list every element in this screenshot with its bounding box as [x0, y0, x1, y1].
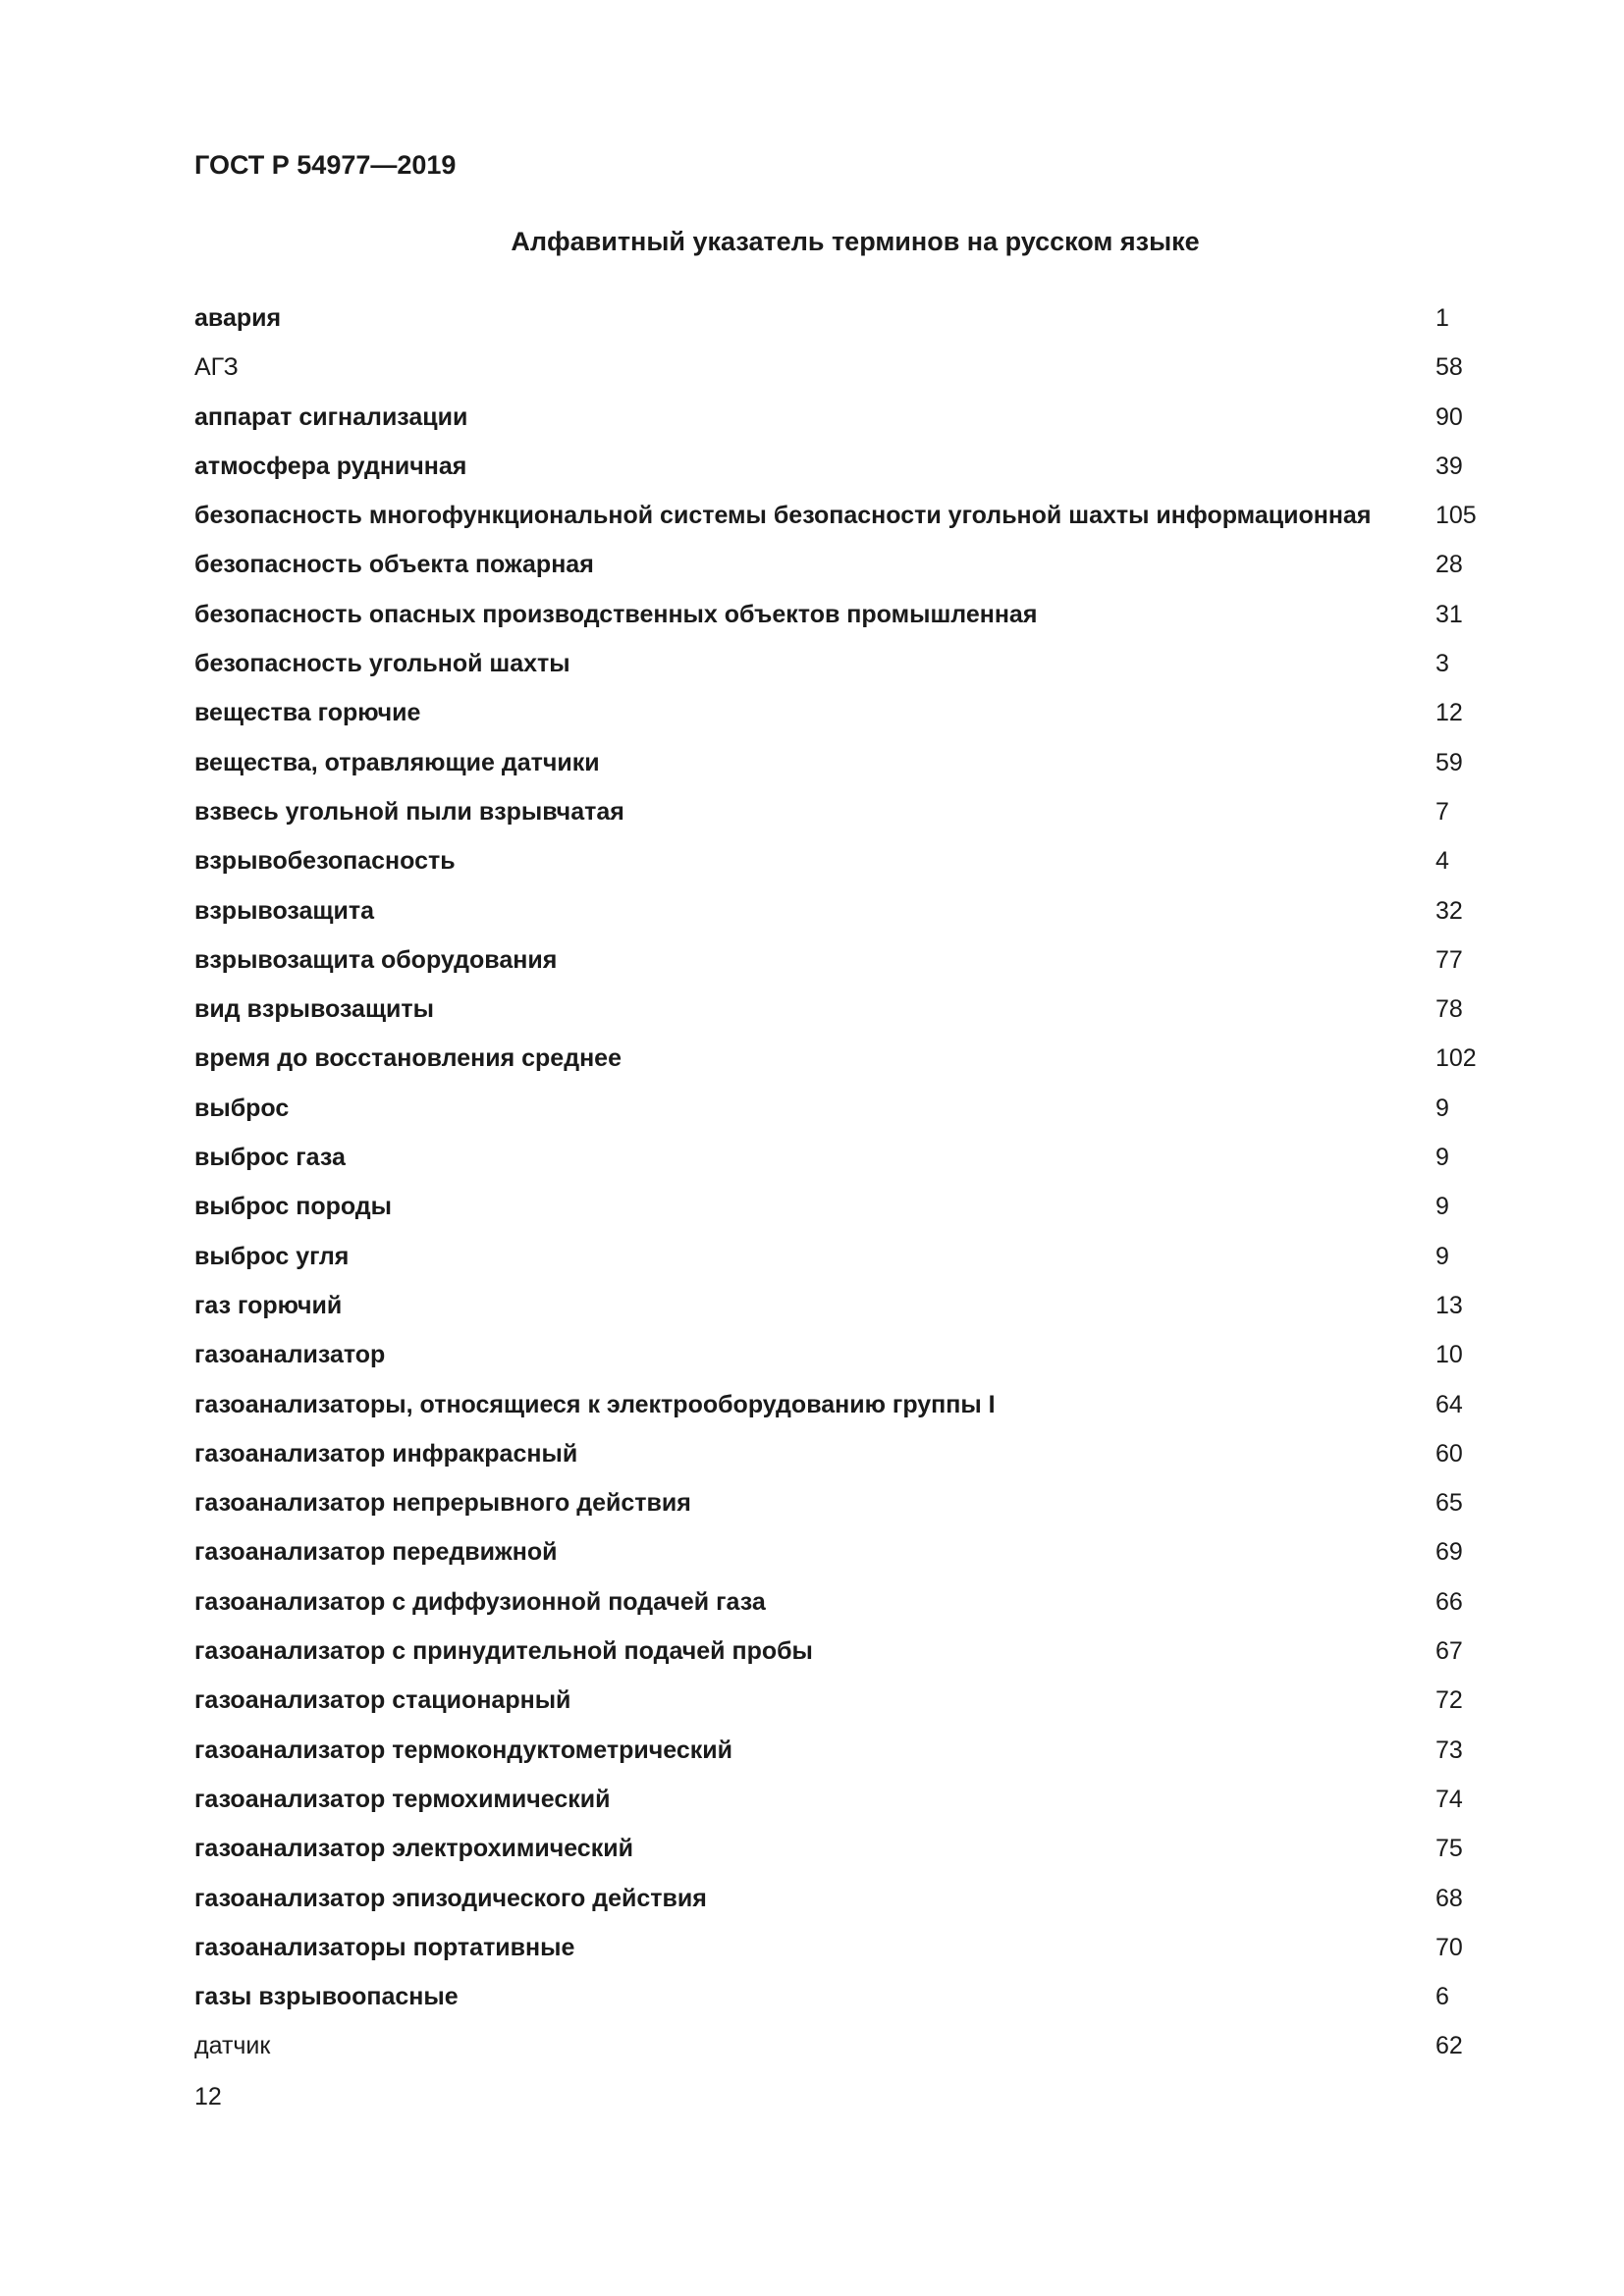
index-entry: [194, 1682, 1490, 1732]
index-term-number: 7: [1435, 797, 1449, 826]
index-entry: [194, 597, 1490, 646]
index-entry: [194, 1979, 1490, 2028]
index-entry: [194, 1387, 1490, 1436]
index-term: авария: [194, 304, 282, 332]
index-term-number: 90: [1435, 402, 1463, 431]
index-term-number: 4: [1435, 847, 1449, 876]
index-entry: [194, 646, 1490, 695]
index-term: газоанализатор непрерывного действия: [194, 1489, 691, 1518]
index-term-number: 70: [1435, 1933, 1463, 1961]
index-entry: [194, 498, 1490, 547]
index-term-number: 67: [1435, 1637, 1463, 1666]
index-term-number: 78: [1435, 995, 1463, 1024]
index-term-number: 105: [1435, 502, 1477, 530]
index-term-number: 12: [1435, 699, 1463, 727]
index-entry: [194, 1534, 1490, 1583]
index-entry: [194, 1733, 1490, 1782]
index-term: газоанализатор: [194, 1341, 386, 1369]
index-term: вид взрывозащиты: [194, 995, 435, 1024]
index-term-number: 9: [1435, 1242, 1449, 1270]
index-term-number: 13: [1435, 1291, 1463, 1319]
index-term: взрывозащита оборудования: [194, 945, 558, 974]
index-entry: [194, 547, 1490, 596]
index-term-number: 60: [1435, 1439, 1463, 1468]
index-term-number: 66: [1435, 1587, 1463, 1616]
index-term-number: 64: [1435, 1390, 1463, 1418]
index-term-number: 32: [1435, 896, 1463, 925]
index-entry: [194, 1091, 1490, 1140]
index-entry: [194, 1584, 1490, 1633]
index-entry: [194, 695, 1490, 744]
index-term-number: 58: [1435, 353, 1463, 382]
index-entry: [194, 1239, 1490, 1288]
index-term-number: 1: [1435, 304, 1449, 332]
index-term: безопасность опасных производственных объектов промышленная: [194, 600, 1038, 628]
index-term-number: 62: [1435, 2032, 1463, 2060]
index-entry: [194, 745, 1490, 794]
index-term: выброс газа: [194, 1144, 346, 1172]
index-term: АГЗ: [194, 353, 239, 382]
index-entry: [194, 349, 1490, 399]
index-term-number: 102: [1435, 1044, 1477, 1073]
index-term-number: 6: [1435, 1983, 1449, 2011]
index-entry: [194, 300, 1490, 349]
index-term-number: 9: [1435, 1094, 1449, 1122]
index-term-number: 3: [1435, 650, 1449, 678]
document-code: ГОСТ Р 54977—2019: [194, 150, 457, 180]
index-term: безопасность объекта пожарная: [194, 551, 594, 579]
index-entry: [194, 1189, 1490, 1238]
index-entry: [194, 1337, 1490, 1386]
index-entry: [194, 400, 1490, 449]
index-entry: [194, 1782, 1490, 1831]
index-term: газ горючий: [194, 1291, 343, 1319]
index-term: взвесь угольной пыли взрывчатая: [194, 797, 624, 826]
index-term: газоанализатор с принудительной подачей пробы: [194, 1637, 813, 1666]
page-number: 12: [194, 2083, 222, 2110]
index-entry: [194, 893, 1490, 942]
index-term: газоанализатор эпизодического действия: [194, 1884, 707, 1912]
index-term: взрывобезопасность: [194, 847, 456, 876]
index-entry: [194, 1881, 1490, 1930]
index-term: взрывозащита: [194, 896, 375, 925]
index-entry: [194, 1140, 1490, 1189]
index-term-number: 9: [1435, 1144, 1449, 1172]
index-entry: [194, 1930, 1490, 1979]
index-term: газоанализатор передвижной: [194, 1538, 558, 1567]
index-term-number: 72: [1435, 1686, 1463, 1715]
index-term-number: 28: [1435, 551, 1463, 579]
index-term: атмосфера рудничная: [194, 452, 467, 480]
term-index-list: [194, 300, 1490, 2078]
index-term: газы взрывоопасные: [194, 1983, 459, 2011]
index-term: газоанализатор термокондуктометрический: [194, 1735, 732, 1764]
index-title: Алфавитный указатель терминов на русском языке: [511, 227, 1200, 256]
index-entry: [194, 942, 1490, 991]
index-term: газоанализатор инфракрасный: [194, 1439, 578, 1468]
index-entry: [194, 794, 1490, 843]
index-term: газоанализаторы портативные: [194, 1933, 575, 1961]
index-entry: [194, 843, 1490, 892]
index-term-number: 9: [1435, 1193, 1449, 1221]
index-term-number: 59: [1435, 748, 1463, 776]
index-entry: [194, 1831, 1490, 1880]
index-term: газоанализатор термохимический: [194, 1785, 611, 1813]
index-entry: [194, 1436, 1490, 1485]
index-term: газоанализатор электрохимический: [194, 1835, 633, 1863]
index-term: аппарат сигнализации: [194, 402, 468, 431]
index-entry: [194, 991, 1490, 1041]
index-term-number: 10: [1435, 1341, 1463, 1369]
index-term: безопасность многофункциональной системы безопасности угольной шахты информационная: [194, 502, 1372, 530]
index-term: выброс: [194, 1094, 290, 1122]
index-term-number: 69: [1435, 1538, 1463, 1567]
index-term: вещества, отравляющие датчики: [194, 748, 600, 776]
index-entry: [194, 449, 1490, 498]
index-term: газоанализатор с диффузионной подачей газа: [194, 1587, 766, 1616]
index-entry: [194, 1041, 1490, 1090]
index-entry: [194, 2028, 1490, 2077]
index-term-number: 39: [1435, 452, 1463, 480]
index-term-number: 31: [1435, 600, 1463, 628]
index-term: газоанализатор стационарный: [194, 1686, 571, 1715]
index-term: время до восстановления среднее: [194, 1044, 622, 1073]
index-term-number: 75: [1435, 1835, 1463, 1863]
index-term-number: 73: [1435, 1735, 1463, 1764]
index-term-number: 65: [1435, 1489, 1463, 1518]
index-term-number: 74: [1435, 1785, 1463, 1813]
index-term: выброс породы: [194, 1193, 393, 1221]
index-term-number: 68: [1435, 1884, 1463, 1912]
index-term: газоанализаторы, относящиеся к электрооборудованию группы I: [194, 1390, 996, 1418]
index-term-number: 77: [1435, 945, 1463, 974]
index-term: датчик: [194, 2032, 271, 2060]
index-entry: [194, 1288, 1490, 1337]
index-entry: [194, 1485, 1490, 1534]
index-term: выброс угля: [194, 1242, 350, 1270]
index-term: безопасность угольной шахты: [194, 650, 570, 678]
index-entry: [194, 1633, 1490, 1682]
index-term: вещества горючие: [194, 699, 421, 727]
